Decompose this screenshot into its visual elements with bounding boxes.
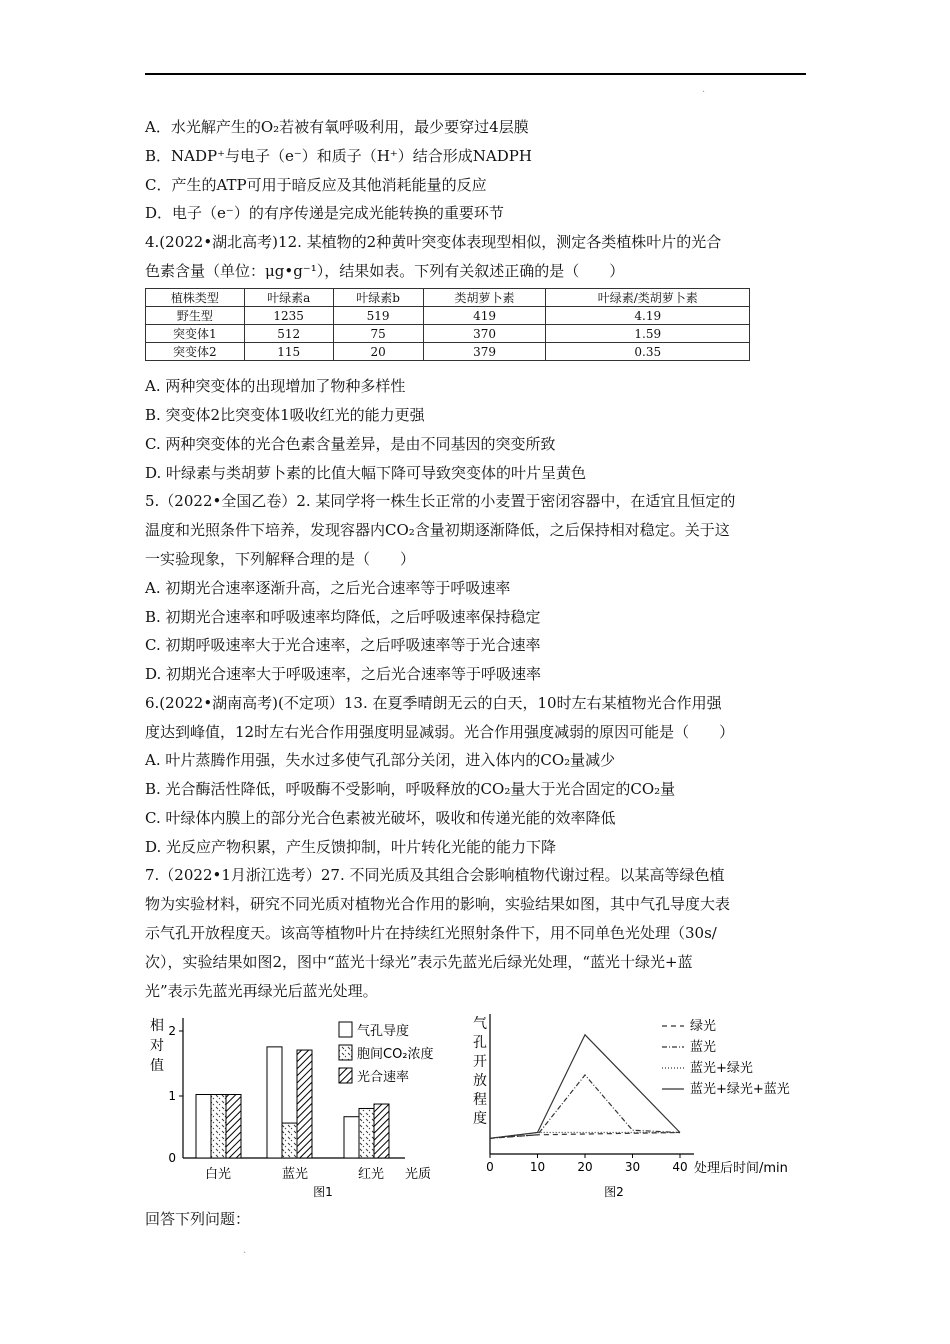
fig1-xtick: 白光 (204, 1167, 232, 1182)
q5-stem-line1: 5.（2022•全国乙卷）2. 某同学将一株生长正常的小麦置于密闭容器中，在适宜且恒定的 (145, 492, 736, 510)
table-cell: 1.59 (546, 325, 750, 343)
answer-prompt: 回答下列问题： (145, 1210, 251, 1228)
q5-option-a: A. 初期光合速率逐渐升高，之后光合速率等于呼吸速率 (145, 579, 511, 597)
q3-option-c: C．产生的ATP可用于暗反应及其他消耗能量的反应 (145, 176, 487, 194)
fig1-xtick: 蓝光 (281, 1167, 309, 1182)
table-row (146, 343, 750, 361)
footer-dot: . (243, 1245, 247, 1256)
pigment-table (145, 288, 750, 361)
fig2-xtick: 30 (624, 1160, 641, 1174)
table-cell: 75 (333, 325, 423, 343)
fig2-xtick: 20 (577, 1160, 593, 1174)
legend-swatch-stomatal (339, 1022, 352, 1037)
fig2-ylabel-char: 度 (473, 1111, 487, 1127)
fig2-ylabel-char: 放 (473, 1073, 487, 1089)
table-cell: 419 (423, 307, 546, 325)
q6-stem-line1: 6.(2022•湖南高考)(不定项）13. 在夏季晴朗无云的白天，10时左右某植物光合作用强 (145, 694, 722, 712)
fig1-legend (339, 1022, 434, 1085)
fig1-bar-chart (143, 1010, 443, 1205)
q4-stem-line2: 色素含量（单位：μg•g⁻¹），结果如表。下列有关叙述正确的是（ ） (145, 262, 625, 280)
fig2-xlabel: 处理后时间/min (694, 1161, 788, 1176)
line-blue-light (490, 1075, 680, 1138)
header-dot: . (702, 84, 706, 95)
legend-label: 光合速率 (357, 1070, 410, 1085)
table-row (146, 307, 750, 325)
legend-label: 蓝光+绿光 (690, 1061, 753, 1076)
q4-option-d: D. 叶绿素与类胡萝卜素的比值大幅下降可导致突变体的叶片呈黄色 (145, 464, 587, 482)
fig2-lines (490, 1035, 680, 1139)
table-row (146, 325, 750, 343)
table-header: 类胡萝卜素 (423, 289, 546, 307)
fig2-xtick: 40 (672, 1160, 688, 1174)
q6-option-c: C. 叶绿体内膜上的部分光合色素被光破坏，吸收和传递光能的效率降低 (145, 809, 616, 827)
q4-option-c: C. 两种突变体的光合色素含量差异，是由不同基因的突变所致 (145, 435, 556, 453)
legend-label: 绿光 (690, 1019, 717, 1034)
table-cell: 115 (244, 343, 333, 361)
fig2-caption: 图2 (604, 1185, 624, 1199)
fig1-xlabel: 光质 (404, 1167, 432, 1182)
fig1-ylabel (150, 1017, 164, 1074)
fig1-caption: 图1 (313, 1185, 333, 1199)
fig2-line-chart (462, 1010, 812, 1205)
table-cell: 370 (423, 325, 546, 343)
table-cell: 1235 (244, 307, 333, 325)
table-cell: 519 (333, 307, 423, 325)
table-cell: 突变体1 (146, 325, 245, 343)
bar-intercellular-co2 (211, 1095, 226, 1159)
table-cell: 512 (244, 325, 333, 343)
fig2-legend (662, 1018, 790, 1097)
legend-swatch-photosynthesis (339, 1068, 352, 1083)
table-cell: 4.19 (546, 307, 750, 325)
fig1-ylabel-char: 对 (150, 1038, 164, 1054)
bar-stomatal-conductance (267, 1047, 282, 1158)
table-header: 叶绿素b (333, 289, 423, 307)
q7-stem-line5: 光”表示先蓝光再绿光后蓝光处理。 (145, 982, 378, 1000)
table-header: 叶绿素a (244, 289, 333, 307)
fig1-ytick: 1 (168, 1089, 176, 1103)
fig2-xtick: 10 (529, 1160, 546, 1174)
bar-stomatal-conductance (196, 1095, 211, 1159)
table-header: 植株类型 (146, 289, 245, 307)
q4-option-b: B. 突变体2比突变体1吸收红光的能力更强 (145, 406, 425, 424)
q3-option-b: B．NADP⁺与电子（e⁻）和质子（H⁺）结合形成NADPH (145, 147, 532, 165)
table-header-row (146, 289, 750, 307)
legend-label: 蓝光+绿光+蓝光 (690, 1082, 790, 1097)
fig1-ylabel-char: 相 (150, 1018, 164, 1034)
legend-label: 蓝光 (690, 1040, 717, 1055)
q5-stem-line2: 温度和光照条件下培养，发现容器内CO₂含量初期逐渐降低，之后保持相对稳定。关于这 (145, 521, 730, 539)
table-header: 叶绿素/类胡萝卜素 (546, 289, 750, 307)
fig2-ylabel-char: 气 (473, 1016, 487, 1032)
bar-photosynthesis-rate (297, 1050, 312, 1158)
fig1-xtick: 红光 (357, 1167, 385, 1182)
fig2-ylabel-char: 开 (473, 1054, 487, 1070)
fig2-ylabel-char: 程 (473, 1092, 487, 1108)
fig1-ylabel-char: 值 (150, 1058, 164, 1074)
q7-stem-line1: 7.（2022•1月浙江选考）27. 不同光质及其组合会影响植物代谢过程。以某高等绿色植 (145, 866, 725, 884)
q5-stem-line3: 一实验现象，下列解释合理的是（ ） (145, 550, 416, 568)
q6-option-d: D. 光反应产物积累，产生反馈抑制，叶片转化光能的能力下降 (145, 838, 557, 856)
fig2-ylabel-char: 孔 (473, 1035, 487, 1051)
table-cell: 突变体2 (146, 343, 245, 361)
q7-stem-line3: 示气孔开放程度天。该高等植物叶片在持续红光照射条件下，用不同单色光处理（30s/ (145, 924, 717, 942)
header-rule (145, 73, 806, 75)
table-cell: 379 (423, 343, 546, 361)
fig2-xtick: 0 (486, 1160, 494, 1174)
bar-photosynthesis-rate (374, 1104, 389, 1158)
q5-option-b: B. 初期光合速率和呼吸速率均降低，之后呼吸速率保持稳定 (145, 608, 541, 626)
q7-stem-line4: 次），实验结果如图2，图中“蓝光十绿光”表示先蓝光后绿光处理，“蓝光十绿光+蓝 (145, 953, 693, 971)
bar-stomatal-conductance (344, 1117, 359, 1158)
table-cell: 0.35 (546, 343, 750, 361)
q5-option-c: C. 初期呼吸速率大于光合速率，之后呼吸速率等于光合速率 (145, 636, 541, 654)
bar-intercellular-co2 (359, 1108, 374, 1158)
fig1-ytick: 2 (168, 1024, 176, 1038)
fig1-ytick: 0 (168, 1151, 176, 1165)
table-cell: 20 (333, 343, 423, 361)
table-cell: 野生型 (146, 307, 245, 325)
q3-option-a: A．水光解产生的O₂若被有氧呼吸利用，最少要穿过4层膜 (145, 118, 529, 136)
bar-photosynthesis-rate (226, 1095, 241, 1159)
bar-intercellular-co2 (282, 1123, 297, 1158)
legend-label: 胞间CO₂浓度 (357, 1047, 434, 1062)
q3-option-d: D．电子（e⁻）的有序传递是完成光能转换的重要环节 (145, 204, 504, 222)
line-blue-green-blue (490, 1035, 680, 1139)
legend-label: 气孔导度 (357, 1024, 410, 1039)
q5-option-d: D. 初期光合速率大于呼吸速率，之后光合速率等于呼吸速率 (145, 665, 542, 683)
q6-option-a: A. 叶片蒸腾作用强，失水过多使气孔部分关闭，进入体内的CO₂量减少 (145, 751, 616, 769)
legend-swatch-co2 (339, 1045, 352, 1060)
q6-option-b: B. 光合酶活性降低，呼吸酶不受影响，呼吸释放的CO₂量大于光合固定的CO₂量 (145, 780, 676, 798)
fig2-ylabel (473, 1016, 487, 1127)
fig2-xticks (486, 1154, 687, 1174)
q7-stem-line2: 物为实验材料，研究不同光质对植物光合作用的影响，实验结果如图，其中气孔导度大表 (145, 895, 731, 913)
q6-stem-line2: 度达到峰值，12时左右光合作用强度明显减弱。光合作用强度减弱的原因可能是（ ） (145, 723, 735, 741)
q4-stem-line1: 4.(2022•湖北高考)12. 某植物的2种黄叶突变体表现型相似，测定各类植株叶片的光合 (145, 233, 722, 251)
q4-option-a: A. 两种突变体的出现增加了物种多样性 (145, 377, 406, 395)
fig1-bars (196, 1047, 389, 1158)
